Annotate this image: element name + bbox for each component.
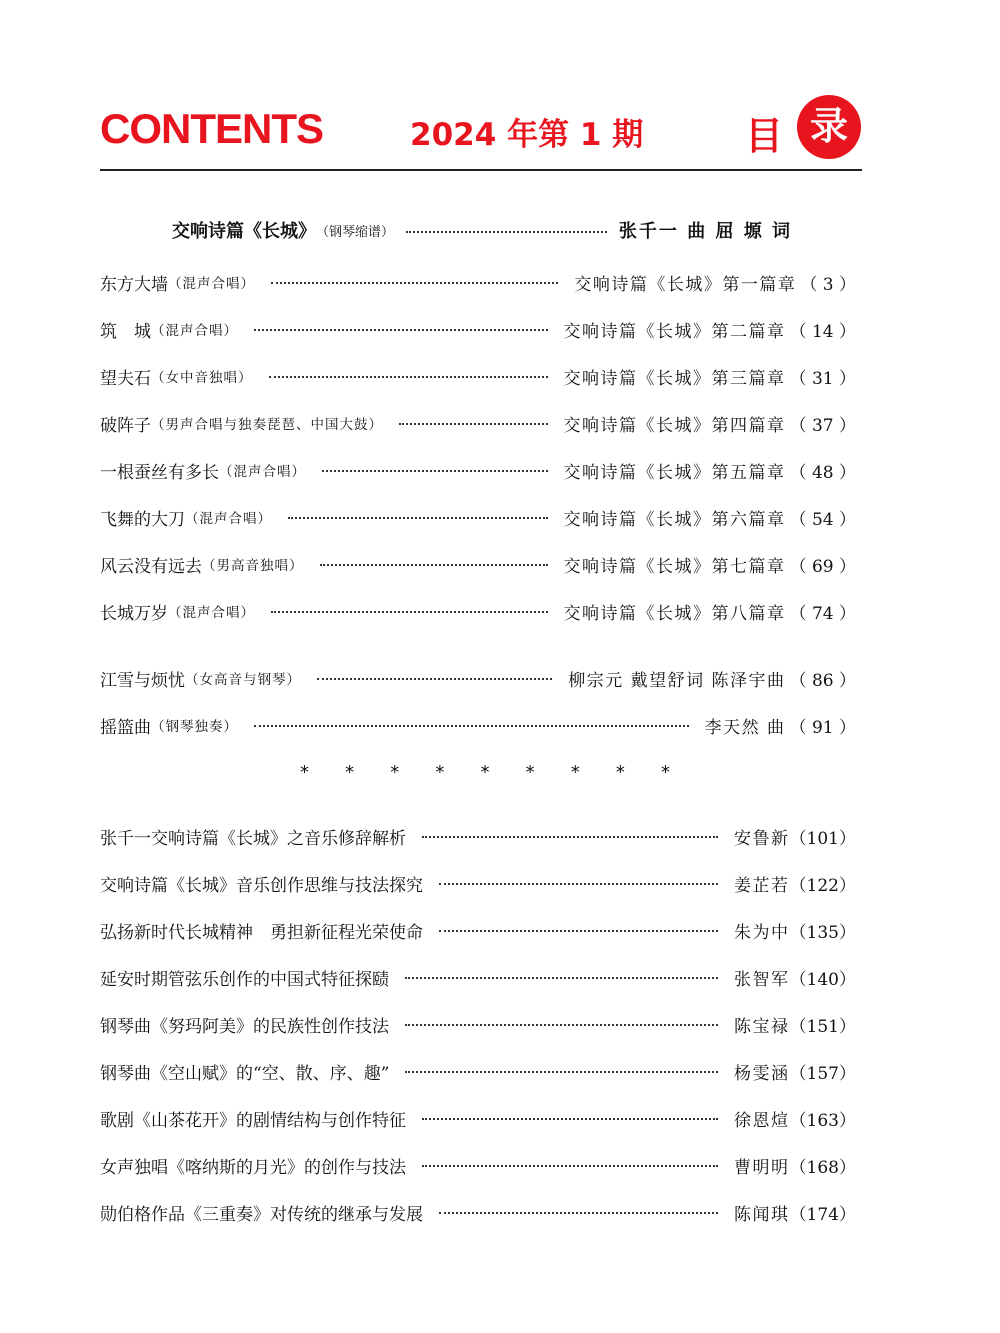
toc-entry[interactable] (100, 456, 856, 484)
dot-leader (271, 282, 558, 284)
entry-source: 交响诗篇《长城》第八篇章 (563, 603, 786, 624)
entry-page: （ 14 ） (789, 321, 856, 342)
entry-note: （钢琴独奏） (151, 719, 238, 735)
contents-label: CONTENTS (100, 105, 323, 152)
separator-star: * (435, 762, 445, 783)
issue-label: 2024 年第 1 期 (410, 117, 644, 153)
article-author: 姜芷若 (734, 875, 790, 896)
article-author: 杨雯涵 (734, 1063, 790, 1084)
entry-page: （ 3 ） (800, 274, 856, 295)
entry-title: 东方大墙 (100, 274, 168, 295)
article-title: 延安时期管弦乐创作的中国式特征探赜 (100, 969, 389, 990)
article-page: （101） (789, 828, 856, 849)
entry-page: （ 54 ） (789, 509, 856, 530)
entry-source: 交响诗篇《长城》第四篇章 (563, 415, 786, 436)
article-page: （135） (789, 922, 856, 943)
article-page: （140） (789, 969, 856, 990)
dot-leader (405, 1024, 718, 1026)
article-title: 弘扬新时代长城精神 勇担新征程光荣使命 (100, 922, 423, 943)
entry-title: 长城万岁 (100, 603, 168, 624)
entry-source: 李天然 曲 (704, 717, 786, 738)
dot-leader (317, 678, 552, 680)
article-title: 歌剧《山茶花开》的剧情结构与创作特征 (100, 1110, 406, 1131)
dot-leader (439, 883, 718, 885)
article-author: 徐恩煊 (734, 1110, 790, 1131)
entry-note: （混声合唱） (151, 323, 238, 339)
article-title: 钢琴曲《空山赋》的“空、散、序、趣” (100, 1063, 390, 1084)
toc-entry[interactable] (100, 409, 856, 437)
article-page: （168） (789, 1157, 856, 1178)
entry-source: 交响诗篇《长城》第三篇章 (563, 368, 786, 389)
article-entry[interactable] (100, 1151, 856, 1179)
entry-page: （ 91 ） (789, 717, 856, 738)
dot-leader (399, 423, 548, 425)
entry-note: （混声合唱） (185, 511, 272, 527)
entry-page: （ 31 ） (789, 368, 856, 389)
article-author: 陈闻琪 (734, 1204, 790, 1225)
dot-leader (271, 611, 548, 613)
article-title: 女声独唱《喀纳斯的月光》的创作与技法 (100, 1157, 406, 1178)
separator-star: * (345, 762, 355, 783)
entry-source: 交响诗篇《长城》第二篇章 (563, 321, 786, 342)
article-author: 张智军 (734, 969, 790, 990)
toc-entry[interactable] (100, 664, 856, 692)
entry-title: 风云没有远去 (100, 556, 202, 577)
separator-star: * (570, 762, 580, 783)
entry-title: 摇篮曲 (100, 717, 151, 738)
entry-note: （混声合唱） (219, 464, 306, 480)
entry-note: （女高音与钢琴） (185, 672, 301, 688)
entry-source: 柳宗元 戴望舒词 陈泽宇曲 (568, 670, 786, 691)
feature-title: 交响诗篇《长城》 (172, 221, 316, 242)
dot-leader (405, 977, 718, 979)
toc-entry[interactable] (100, 315, 856, 343)
dot-leader (439, 930, 718, 932)
toc-entry[interactable] (100, 362, 856, 390)
feature-entry[interactable] (172, 216, 792, 244)
article-page: （157） (789, 1063, 856, 1084)
separator-star: * (615, 762, 625, 783)
separator-star: * (390, 762, 400, 783)
article-entry[interactable] (100, 1057, 856, 1085)
article-author: 安鲁新 (734, 828, 790, 849)
entry-note: （混声合唱） (168, 605, 255, 621)
article-entry[interactable] (100, 822, 856, 850)
entry-note: （混声合唱） (168, 276, 255, 292)
article-page: （151） (789, 1016, 856, 1037)
entry-page: （ 37 ） (789, 415, 856, 436)
entry-page: （ 69 ） (789, 556, 856, 577)
entry-source: 交响诗篇《长城》第七篇章 (563, 556, 786, 577)
dot-leader (254, 725, 689, 727)
toc-entry[interactable] (100, 268, 856, 296)
article-title: 张千一交响诗篇《长城》之音乐修辞解析 (100, 828, 406, 849)
feature-note: （钢琴缩谱） (316, 224, 395, 240)
dot-leader (405, 1071, 718, 1073)
contents-header (100, 95, 862, 167)
article-page: （174） (789, 1204, 856, 1225)
toc-entry[interactable] (100, 597, 856, 625)
toc-entry[interactable] (100, 550, 856, 578)
dot-leader (322, 470, 548, 472)
article-author: 曹明明 (734, 1157, 790, 1178)
entry-page: （ 86 ） (789, 670, 856, 691)
article-author: 陈宝禄 (734, 1016, 790, 1037)
article-entry[interactable] (100, 1010, 856, 1038)
entry-note: （男高音独唱） (202, 558, 304, 574)
dot-leader (288, 517, 548, 519)
entry-page: （ 48 ） (789, 462, 856, 483)
entry-page: （ 74 ） (789, 603, 856, 624)
entry-source: 交响诗篇《长城》第六篇章 (563, 509, 786, 530)
dot-leader (422, 1118, 718, 1120)
article-entry[interactable] (100, 1104, 856, 1132)
article-entry[interactable] (100, 869, 856, 897)
separator-star: * (661, 762, 670, 783)
separator-star: * (300, 762, 309, 783)
dot-leader (422, 836, 718, 838)
separator-star: * (525, 762, 535, 783)
article-title: 勋伯格作品《三重奏》对传统的继承与发展 (100, 1204, 423, 1225)
dot-leader (254, 329, 548, 331)
toc-entry[interactable] (100, 711, 856, 739)
entry-title: 破阵子 (100, 415, 151, 436)
feature-credit: 张千一 曲 屈 塬 词 (618, 221, 792, 242)
dot-leader (320, 564, 548, 566)
entry-source: 交响诗篇《长城》第一篇章 (574, 274, 797, 295)
entry-title: 筑 城 (100, 321, 151, 342)
entry-source: 交响诗篇《长城》第五篇章 (563, 462, 786, 483)
dot-leader (269, 376, 548, 378)
entry-title: 望夫石 (100, 368, 151, 389)
header-divider (100, 169, 862, 171)
entry-title: 飞舞的大刀 (100, 509, 185, 530)
dot-leader (406, 231, 607, 233)
entry-note: （女中音独唱） (151, 370, 253, 386)
entry-title: 一根蚕丝有多长 (100, 462, 219, 483)
entry-title: 江雪与烦忧 (100, 670, 185, 691)
section-separator (300, 762, 670, 786)
article-entry[interactable] (100, 916, 856, 944)
mu-character: 目 (745, 114, 784, 158)
article-entry[interactable] (100, 963, 856, 991)
separator-star: * (480, 762, 490, 783)
article-title: 交响诗篇《长城》音乐创作思维与技法探究 (100, 875, 423, 896)
entry-note: （男声合唱与独奏琵琶、中国大鼓） (151, 417, 383, 433)
dot-leader (422, 1165, 718, 1167)
article-page: （163） (789, 1110, 856, 1131)
article-entry[interactable] (100, 1198, 856, 1226)
article-title: 钢琴曲《努玛阿美》的民族性创作技法 (100, 1016, 389, 1037)
lu-circle-badge: 录 (797, 95, 861, 159)
toc-entry[interactable] (100, 503, 856, 531)
article-author: 朱为中 (734, 922, 790, 943)
article-page: （122） (789, 875, 856, 896)
dot-leader (439, 1212, 718, 1214)
